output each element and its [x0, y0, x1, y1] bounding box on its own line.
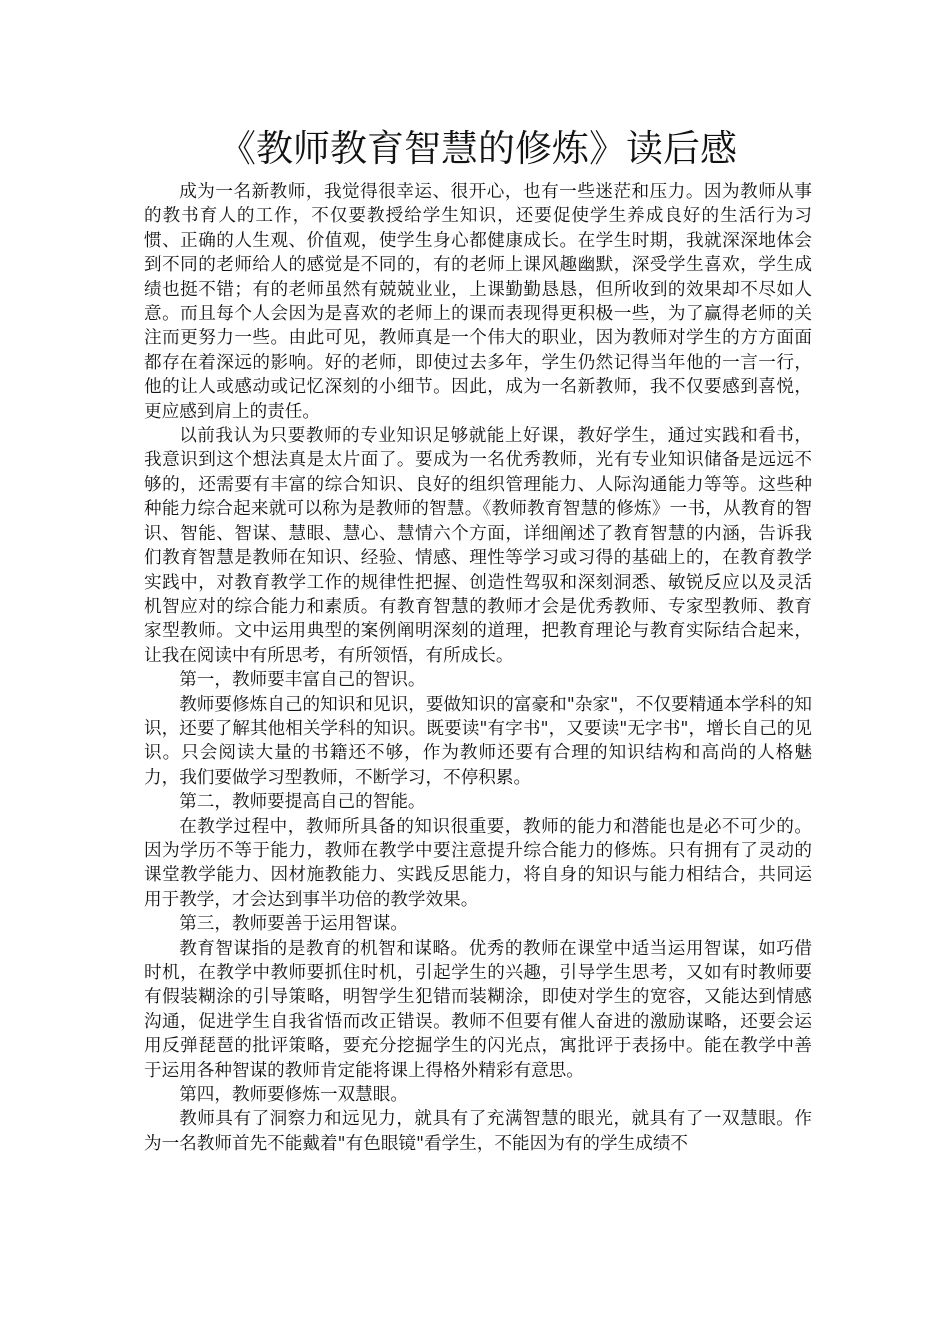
document-page — [144, 126, 812, 1156]
paragraph: 在教学过程中，教师所具备的知识很重要，教师的能力和潜能也是必不可少的。因为学历不等于能力，教师在教学中要注意提升综合能力的修炼。只有拥有了灵动的课堂教学能力、因材施教能力、实践反思能力，将自身的知识与能力相结合，共同运用于教学，才会达到事半功倍的教学效果。 — [144, 816, 812, 910]
paragraph: 教师要修炼自己的知识和见识，要做知识的富豪和"杂家"，不仅要精通本学科的知识，还要了解其他相关学科的知识。既要读"有字书"，又要读"无字书"，增长自己的见识。只会阅读大量的书籍还不够，作为教师还要有合理的知识结构和高尚的人格魅力，我们要做学习型教师，不断学习，不停积累。 — [144, 694, 812, 788]
section-heading: 第一，教师要丰富自己的智识。 — [179, 670, 426, 691]
section-heading: 第二，教师要提高自己的智能。 — [179, 792, 426, 813]
document-title: 《教师教育智慧的修炼》读后感 — [219, 127, 737, 170]
section-heading: 第四，教师要修炼一双慧眼。 — [179, 1085, 408, 1106]
document-body — [144, 180, 812, 1156]
paragraph: 成为一名新教师，我觉得很幸运、很开心，也有一些迷茫和压力。因为教师从事的教书育人的工作，不仅要教授给学生知识，还要促使学生养成良好的生活行为习惯、正确的人生观、价值观，使学生身心都健康成长。在学生时期，我就深深地体会到不同的老师给人的感觉是不同的，有的老师上课风趣幽默，深受学生喜欢，学生成绩也挺不错；有的老师虽然有兢兢业业，上课勤勤恳恳，但所收到的效果却不尽如人意。而且每个人会因为是喜欢的老师上的课而表现得更积极一些，为了赢得老师的关注而更努力一些。由此可见，教师真是一个伟大的职业，因为教师对学生的方方面面都存在着深远的影响。好的老师，即使过去多年，学生仍然记得当年他的一言一行，他的让人或感动或记忆深刻的小细节。因此，成为一名新教师，我不仅要感到喜悦，更应感到肩上的责任。 — [144, 182, 812, 422]
section-heading: 第三，教师要善于运用智谋。 — [179, 914, 408, 935]
paragraph: 教师具有了洞察力和远见力，就具有了充满智慧的眼光，就具有了一双慧眼。作为一名教师首先不能戴着"有色眼镜"看学生，不能因为有的学生成绩不 — [144, 1109, 812, 1154]
paragraph: 教育智谋指的是教育的机智和谋略。优秀的教师在课堂中适当运用智谋，如巧借时机，在教学中教师要抓住时机，引起学生的兴趣，引导学生思考，又如有时教师要有假装糊涂的引导策略，明智学生犯错而装糊涂，即使对学生的宽容，又能达到情感沟通，促进学生自我省悟而改正错误。教师不但要有催人奋进的激励谋略，还要会运用反弹琵琶的批评策略，要充分挖掘学生的闪光点，寓批评于表扬中。能在教学中善于运用各种智谋的教师肯定能将课上得格外精彩有意思。 — [144, 938, 812, 1081]
paragraph: 以前我认为只要教师的专业知识足够就能上好课，教好学生，通过实践和看书，我意识到这个想法真是太片面了。要成为一名优秀教师，光有专业知识储备是远远不够的，还需要有丰富的综合知识、良好的组织管理能力、人际沟通能力等等。这些种种能力综合起来就可以称为是教师的智慧。《教师教育智慧的修炼》一书，从教育的智识、智能、智谋、慧眼、慧心、慧情六个方面，详细阐述了教育智慧的内涵，告诉我们教育智慧是教师在知识、经验、情感、理性等学习或习得的基础上的，在教育教学实践中，对教育教学工作的规律性把握、创造性驾驭和深刻洞悉、敏锐反应以及灵活机智应对的综合能力和素质。有教育智慧的教师才会是优秀教师、专家型教师、教育家型教师。文中运用典型的案例阐明深刻的道理，把教育理论与教育实际结合起来，让我在阅读中有所思考，有所领悟，有所成长。 — [144, 426, 812, 666]
